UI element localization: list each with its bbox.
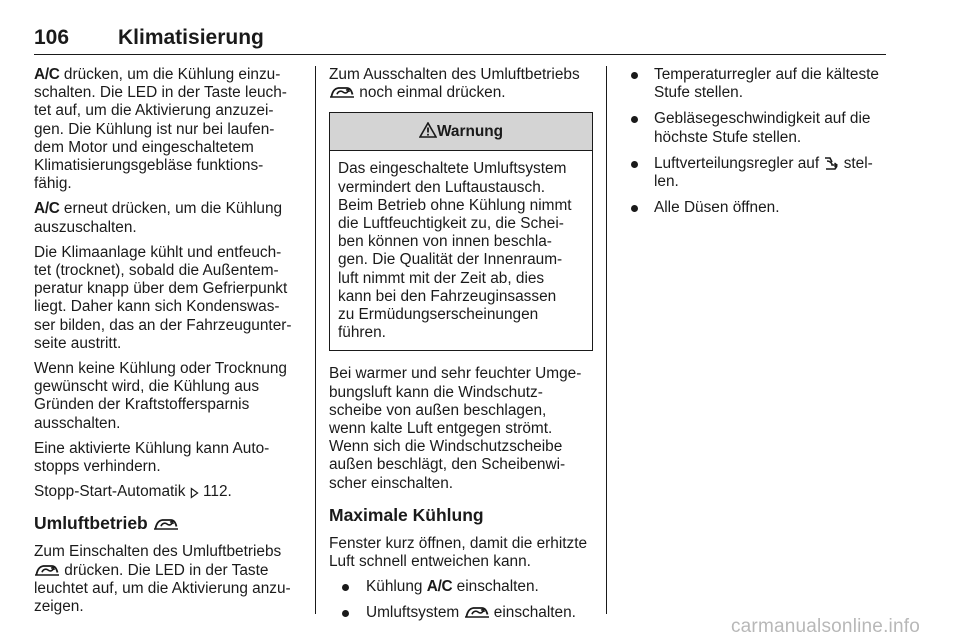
paragraph-dehumidify: Die Klimaanlage kühlt und entfeuch- tet (trocknet), sobald die Außentem- peratur knapp über dem Gefrierpunkt liegt. Daher kann sich Kondenswas- ser bilden, das an der Fahrzeugunter- seite austritt. — [34, 243, 292, 352]
warning-title: Warnung — [436, 123, 504, 141]
ac-button-label: A/C — [34, 66, 60, 83]
warning-triangle-icon — [419, 122, 437, 138]
column-3 — [622, 66, 888, 225]
page-reference-triangle-icon — [190, 487, 199, 499]
list-item: Kühlung A/C einschalten. — [329, 578, 594, 596]
list-item: Umluftsystem einschalten. — [329, 604, 594, 622]
page-title: Klimatisierung — [118, 26, 264, 49]
paragraph-open-windows: Fenster kurz öffnen, damit die erhitzte Luft schnell entweichen kann. — [329, 534, 588, 571]
warning-box — [329, 112, 593, 351]
bullet-list-max-cooling — [329, 578, 594, 622]
paragraph-autostop: Eine aktivierte Kühlung kann Auto- stopps verhindern. — [34, 439, 270, 476]
column-2 — [329, 66, 594, 631]
recirculation-air-icon — [153, 516, 179, 532]
recirculation-air-icon — [464, 604, 490, 620]
page-reference[interactable]: 112. — [202, 483, 232, 501]
recirculation-air-icon — [34, 562, 60, 578]
column-divider — [606, 66, 607, 614]
warning-body: Das eingeschaltete Umluftsystem vermindert den Luftaustausch. Beim Betrieb ohne Kühlung nimmt die Luftfeuchtigkeit zu, die Schei- ben können von innen beschla- gen. Die Qualität der Innenraum- luft nimmt mit der Zeit ab, dies kann bei den Fahrzeuginsassen zu Ermüdungserscheinungen führen. — [338, 160, 572, 342]
column-divider — [315, 66, 316, 614]
section-heading-recirculation: Umluftbetrieb — [34, 513, 302, 533]
page-number: 106 — [34, 26, 70, 49]
warning-header — [330, 113, 592, 151]
page-header — [34, 26, 886, 55]
list-item: Gebläsegeschwindigkeit auf die höchste Stufe stellen. — [622, 110, 888, 146]
paragraph-stop-start-ref: Stopp-Start-Automatik 112. — [34, 483, 232, 501]
column-1 — [34, 66, 302, 623]
paragraph-recirc-on: Zum Einschalten des Umluftbetriebs drücken. Die LED in der Taste leuchtet auf, um die Aktivierung anzu- zeigen. — [34, 543, 291, 616]
ac-button-label: A/C — [34, 200, 60, 218]
watermark: carmanualsonline.info — [730, 616, 920, 637]
windscreen-footwell-distribution-icon — [823, 156, 839, 171]
paragraph-windscreen-fog: Bei warmer und sehr feuchter Umge- bungsluft kann die Windschutz- scheibe von außen beschlagen, wenn kalte Luft entgegen strömt. Wenn sich die Windschutzscheibe außen beschlägt, den Scheibenwi- scher einschalten. — [329, 365, 582, 492]
list-item: Alle Düsen öffnen. — [622, 199, 888, 217]
paragraph-ac-off: A/C erneut drücken, um die Kühlung auszuschalten. — [34, 200, 283, 236]
paragraph-fuel-saving: Wenn keine Kühlung oder Trocknung gewünscht wird, die Kühlung aus Gründen der Kraftstoffersparnis ausschalten. — [34, 360, 287, 432]
ac-button-label: A/C — [426, 578, 453, 596]
section-heading-max-cooling: Maximale Kühlung — [329, 504, 484, 525]
list-item: Temperaturregler auf die kälteste Stufe stellen. — [622, 66, 888, 102]
list-item: Luftverteilungsregler auf stel- len. — [622, 155, 888, 191]
bullet-list-settings — [622, 66, 888, 217]
recirculation-air-icon — [329, 84, 355, 100]
paragraph-ac-on: A/C drücken, um die Kühlung einzu- schalten. Die LED in der Taste leuch- tet auf, um die Aktivierung anzuzei- gen. Die Kühlung ist nur bei laufen- dem Motor und eingeschaltetem Klimatisierungsgebläse funktions- fähig. — [34, 66, 287, 193]
paragraph-recirc-off: Zum Ausschalten des Umluftbetriebs noch einmal drücken. — [329, 66, 580, 102]
